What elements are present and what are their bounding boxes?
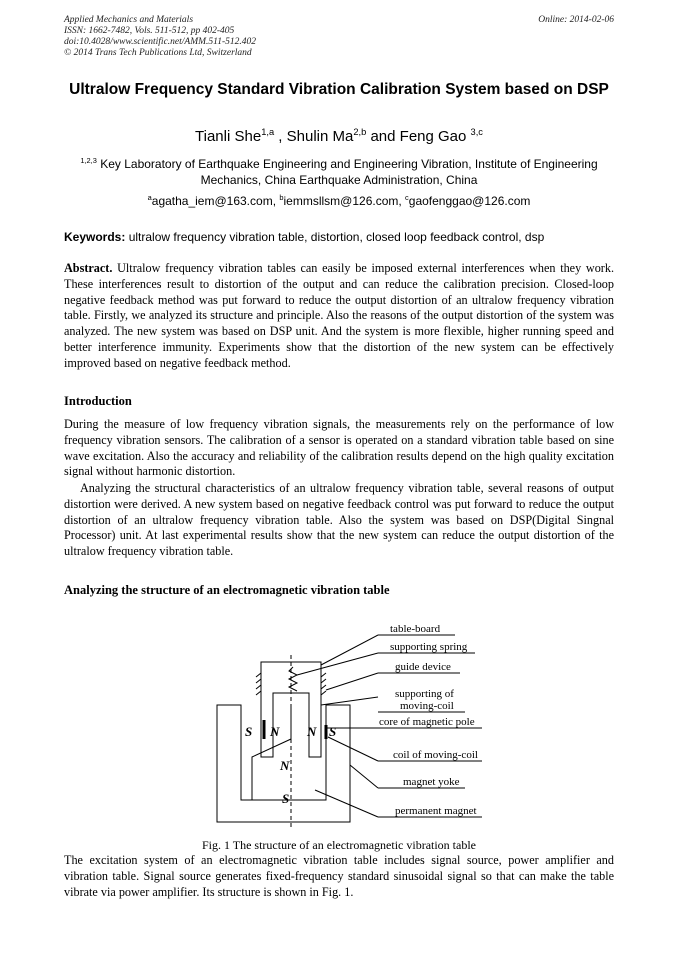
hatch-left bbox=[256, 673, 261, 695]
author-1: Tianli She bbox=[195, 128, 262, 145]
spring-shape bbox=[289, 667, 297, 691]
hatch-right bbox=[321, 673, 326, 695]
leader-guide bbox=[326, 673, 378, 690]
abstract-text: Ultralow frequency vibration tables can easily be imposed external interferences when they work. These interferences result to distortion of the output and can reduce the calibration precision. Closed-loop negative feedback method was put forward to reduce the output distortion of an ultralow frequency vibration table. Firstly, we analyzed its structure and principle. Also the reasons of the output distortion of the system was analyzed. The new system was based on DSP unit. And the system is more flexible, higher running speed and better interference immunity. Experiments show that the distortion of the new system can be effectively improved based on negative feedback method. bbox=[64, 261, 614, 370]
label-table-board: table-board bbox=[390, 623, 441, 635]
author-2-sup: 2,b bbox=[353, 127, 367, 137]
section-heading: Analyzing the structure of an electromagnetic vibration table bbox=[64, 583, 390, 597]
author-sep-1: , bbox=[274, 128, 287, 145]
author-3: Feng Gao bbox=[399, 128, 467, 145]
introduction-heading: Introduction bbox=[64, 394, 132, 408]
label-guide-device: guide device bbox=[395, 661, 451, 673]
core-pole-shape bbox=[252, 705, 326, 800]
label-supporting-coil-2: moving-coil bbox=[400, 700, 454, 712]
leader-magnet bbox=[315, 790, 378, 817]
journal-header bbox=[64, 15, 256, 59]
issn: ISSN: 1662-7482, Vols. 511-512, pp 402-405 bbox=[64, 26, 235, 36]
email-b-sup: b bbox=[279, 193, 284, 202]
label-permanent-magnet: permanent magnet bbox=[395, 805, 477, 817]
keywords bbox=[64, 230, 614, 244]
author-sep-2: and bbox=[366, 128, 400, 145]
pole-s-right: S bbox=[329, 724, 337, 739]
leader-yoke bbox=[350, 765, 378, 788]
leader-coil bbox=[328, 737, 378, 761]
label-coil: coil of moving-coil bbox=[393, 749, 478, 761]
label-supporting-coil-1: supporting of bbox=[395, 688, 454, 700]
email-list bbox=[64, 194, 614, 208]
email-sep-2: , bbox=[398, 194, 406, 208]
author-1-sup: 1,a bbox=[261, 127, 275, 137]
label-yoke: magnet yoke bbox=[403, 776, 460, 788]
affiliation bbox=[64, 156, 614, 188]
email-a[interactable]: agatha_iem@163.com bbox=[151, 194, 273, 208]
figure-caption: Fig. 1 The structure of an electromagnetic vibration table bbox=[201, 838, 477, 852]
email-sep-1: , bbox=[272, 194, 280, 208]
label-core-pole: core of magnetic pole bbox=[379, 716, 475, 728]
affiliation-sup: 1,2,3 bbox=[80, 156, 97, 165]
leader-support-coil bbox=[321, 697, 378, 705]
after-figure-paragraph: The excitation system of an electromagnetic vibration table includes signal source, power amplifier and vibration table. Signal source generates fixed-frequency standard sinusoidal signal so that can make the table vibrate via power amplifier. Its structure is shown in Fig. 1. bbox=[64, 853, 614, 899]
intro-paragraph-1: During the measure of low frequency vibration signals, the measurements rely on the performance of low frequency vibration sensors. The calibration of a sensor is operated on a standard vibration table based on sine wave excitation. Also the accuracy and reliability of the calibration results depend on the high quality excitation signal without harmonic distortion. bbox=[64, 417, 614, 479]
affiliation-text: Key Laboratory of Earthquake Engineering and Engineering Vibration, Institute of Engineering Mechanics, China Earthquake Administration, China bbox=[96, 157, 598, 187]
journal-name: Applied Mechanics and Materials bbox=[64, 15, 194, 25]
keywords-label: Keywords: bbox=[64, 230, 126, 244]
label-supporting-spring: supporting spring bbox=[390, 641, 468, 653]
author-list bbox=[64, 128, 614, 145]
email-b[interactable]: iemmsllsm@126.com bbox=[283, 194, 399, 208]
doi: doi:10.4028/www.scientific.net/AMM.511-512.402 bbox=[64, 37, 256, 47]
abstract bbox=[64, 261, 614, 372]
author-2: Shulin Ma bbox=[286, 128, 354, 145]
paper-title: Ultralow Frequency Standard Vibration Calibration System based on DSP bbox=[69, 81, 609, 98]
pole-s-left: S bbox=[245, 724, 253, 739]
email-a-sup: a bbox=[147, 193, 152, 202]
pole-s-center: S bbox=[282, 791, 290, 806]
copyright: © 2014 Trans Tech Publications Ltd, Switzerland bbox=[64, 48, 252, 58]
keywords-text: ultralow frequency vibration table, distortion, closed loop feedback control, dsp bbox=[125, 230, 545, 244]
pole-n-right: N bbox=[307, 724, 317, 739]
vibration-table-diagram bbox=[200, 615, 500, 837]
abstract-label: Abstract. bbox=[64, 261, 113, 275]
author-3-sup: 3,c bbox=[470, 127, 483, 137]
pole-n-center: N bbox=[280, 758, 290, 773]
online-date: Online: 2014-02-06 bbox=[538, 15, 614, 25]
email-c[interactable]: gaofenggao@126.com bbox=[408, 194, 531, 208]
intro-paragraph-2: Analyzing the structural characteristics of an ultralow frequency vibration table, several reasons of output distortion were derived. A new system based on negative feedback control was put forward to reduce the output distortion of an ultralow frequency vibration table. Also the system was based on DSP(Digital Singnal Processor) unit. At last experimental results show that the new system can reduce the output distortion of the ultralow frequency vibration table. bbox=[64, 481, 614, 559]
email-c-sup: c bbox=[405, 193, 409, 202]
pole-n-left: N bbox=[270, 724, 280, 739]
